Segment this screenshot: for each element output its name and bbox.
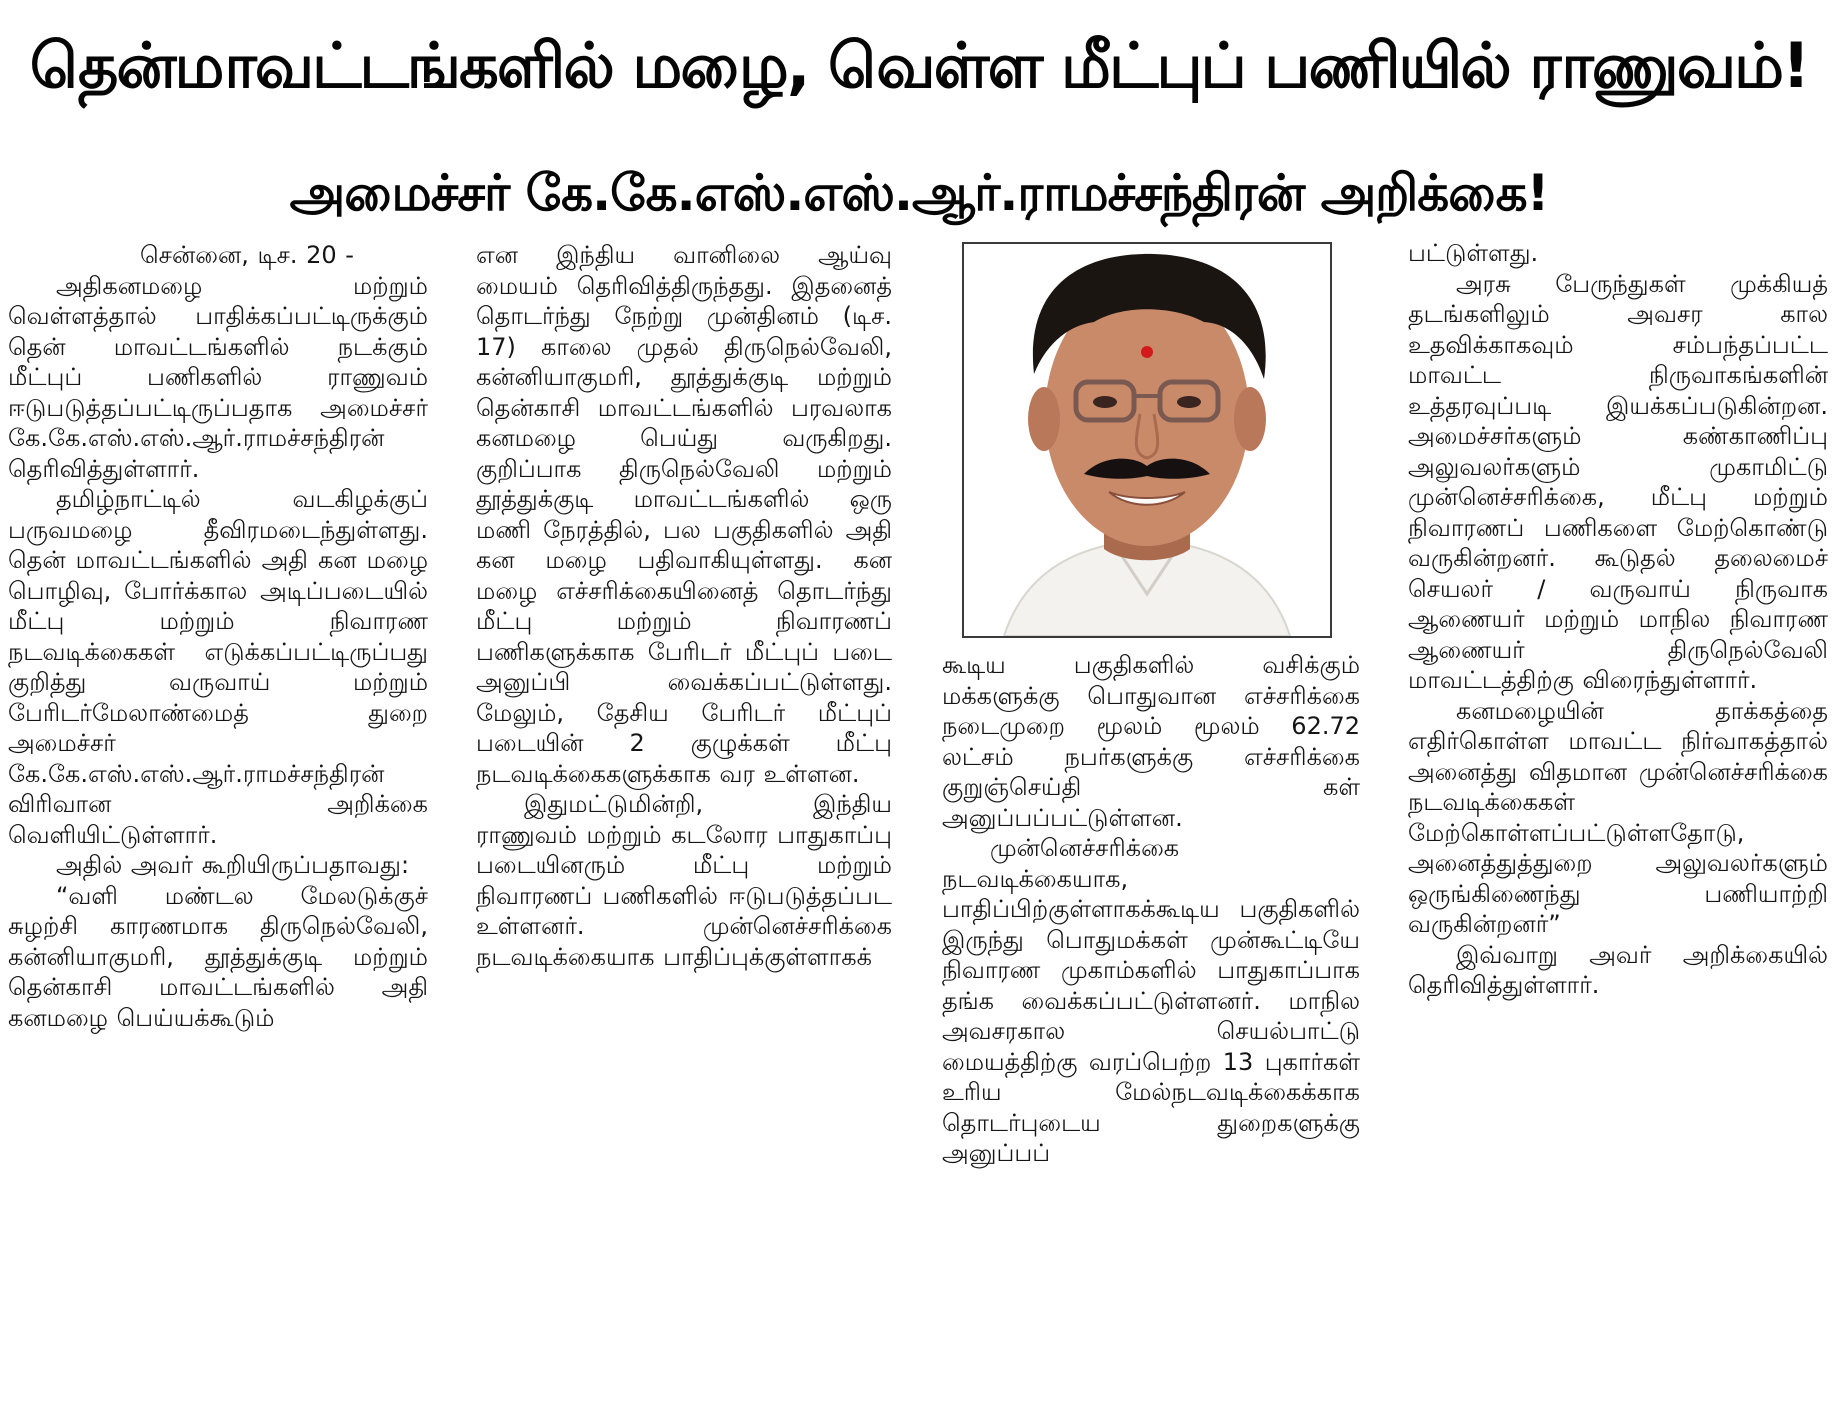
paragraph: “வளி மண்டல மேலடுக்குச் சுழற்சி காரணமாக திருநெல்வேலி, கன்னியாகுமரி, தூத்துக்குடி மற்றும் தென்காசி மாவட்டங்களில் அதி கனமழை பெய்யக்கூடும் xyxy=(8,881,428,1032)
paragraph: கனமழையின் தாக்கத்தை எதிர்கொள்ள மாவட்ட நிர்வாகத்தால் அனைத்து விதமான முன்னெச்சரிக்கை நடவடிக்கைகள் மேற்கொள்ளப்பட்டுள்ளதோடு, அனைத்துத்துறை அலுவலர்களும் ஒருங்கிணைந்து பணியாற்றி வருகின்றனர்” xyxy=(1408,696,1828,938)
paragraph: தமிழ்நாட்டில் வடகிழக்குப் பருவமழை தீவிரமடைந்துள்ளது. தென் மாவட்டங்களில் அதி கன மழை பொழிவு, போர்க்கால அடிப்படையில் மீட்பு மற்றும் நிவாரண நடவடிக்கைகள் எடுக்கப்பட்டிருப்பது குறித்து வருவாய் மற்றும் பேரிடர்மேலாண்மைத் துறை அமைச்சர் கே.கே.எஸ்.எஸ்.ஆர்.ராமச்சந்திரன் விரிவான அறிக்கை வெளியிட்டுள்ளார். xyxy=(8,485,428,849)
paragraph: இவ்வாறு அவர் அறிக்கையில் தெரிவித்துள்ளார். xyxy=(1408,940,1828,999)
subheadline: அமைச்சர் கே.கே.எஸ்.எஸ்.ஆர்.ராமச்சந்திரன் அறிக்கை! xyxy=(289,164,1549,222)
paragraph: இதுமட்டுமின்றி, இந்திய ராணுவம் மற்றும் கடலோர பாதுகாப்பு படையினரும் மீட்பு மற்றும் நிவாரணப் பணிகளில் ஈடுபடுத்தப்பட உள்ளனர். முன்னெச்சரிக்கை நடவடிக்கையாக பாதிப்புக்குள்ளாகக் xyxy=(476,790,892,971)
headline: தென்மாவட்டங்களில் மழை, வெள்ள மீட்புப் பணியில் ராணுவம்! xyxy=(29,29,1809,102)
paragraph: என இந்திய வானிலை ஆய்வு மையம் தெரிவித்திருந்தது. இதனைத் தொடர்ந்து நேற்று முன்தினம் (டிச. 17) காலை முதல் திருநெல்வேலி, கன்னியாகுமரி, தூத்துக்குடி மற்றும் தென்காசி மாவட்டங்களில் பரவலாக கனமழை பெய்து வருகிறது. குறிப்பாக திருநெல்வேலி மற்றும் தூத்துக்குடி மாவட்டங்களில் ஒரு மணி நேரத்தில், பல பகுதிகளில் அதி கன மழை பதிவாகியுள்ளது. கன மழை எச்சரிக்கையினைத் தொடர்ந்து மீட்பு மற்றும் நிவாரணப் பணிகளுக்காக பேரிடர் மீட்புப் படை அனுப்பி வைக்கப்பட்டுள்ளது. மேலும், தேசிய பேரிடர் மீட்புப் படையின் 2 குழுக்கள் மீட்பு நடவடிக்கைகளுக்காக வர உள்ளன. xyxy=(476,241,892,788)
article-column-4 xyxy=(1408,238,1828,1001)
paragraph: முன்னெச்சரிக்கை நடவடிக்கையாக, பாதிப்பிற்குள்ளாகக்கூடிய பகுதிகளில் இருந்து பொதுமக்கள் முன்கூட்டியே நிவாரண முகாம்களில் பாதுகாப்பாக தங்க வைக்கப்பட்டுள்ளனர். மாநில அவசரகால செயல்பாட்டு மையத்திற்கு வரப்பெற்ற 13 புகார்கள் உரிய மேல்நடவடிக்கைக்காக தொடர்புடைய துறைகளுக்கு அனுப்பப் xyxy=(942,834,1360,1167)
article-column-3 xyxy=(942,650,1360,1169)
paragraph: அதிகனமழை மற்றும் வெள்ளத்தால் பாதிக்கப்பட்டிருக்கும் தென் மாவட்டங்களில் நடக்கும் மீட்புப் பணிகளில் ராணுவம் ஈடுபடுத்தப்பட்டிருப்பதாக அமைச்சர் கே.கே.எஸ்.எஸ்.ஆர்.ராமச்சந்திரன் தெரிவித்துள்ளார். xyxy=(8,271,428,483)
article-column-2 xyxy=(476,240,892,972)
dateline: சென்னை, டிச. 20 - xyxy=(140,241,354,269)
paragraph: பட்டுள்ளது. xyxy=(1408,239,1539,267)
portrait-photo xyxy=(962,242,1332,638)
paragraph: கூடிய பகுதிகளில் வசிக்கும் மக்களுக்கு பொதுவான எச்சரிக்கை நடைமுறை மூலம் மூலம் 62.72 லட்சம் நபர்களுக்கு எச்சரிக்கை குறுஞ்செய்தி கள் அனுப்பப்பட்டுள்ளன. xyxy=(942,651,1360,832)
portrait-photo-icon xyxy=(964,244,1330,636)
paragraph: அதில் அவர் கூறியிருப்பதாவது: xyxy=(56,851,410,879)
paragraph: அரசு பேருந்துகள் முக்கியத் தடங்களிலும் அவசர கால உதவிக்காகவும் சம்பந்தப்பட்ட மாவட்ட நிருவாகங்களின் உத்தரவுப்படி இயக்கப்படுகின்றன. அமைச்சர்களும் கண்காணிப்பு அலுவலர்களும் முகாமிட்டு முன்னெச்சரிக்கை, மீட்பு மற்றும் நிவாரணப் பணிகளை மேற்கொண்டு வருகின்றனர். கூடுதல் தலைமைச் செயலர் / வருவாய் நிருவாக ஆணையர் மற்றும் மாநில நிவாரண ஆணையர் திருநெல்வேலி மாவட்டத்திற்கு விரைந்துள்ளார். xyxy=(1408,269,1828,694)
article-column-1 xyxy=(8,240,428,1033)
